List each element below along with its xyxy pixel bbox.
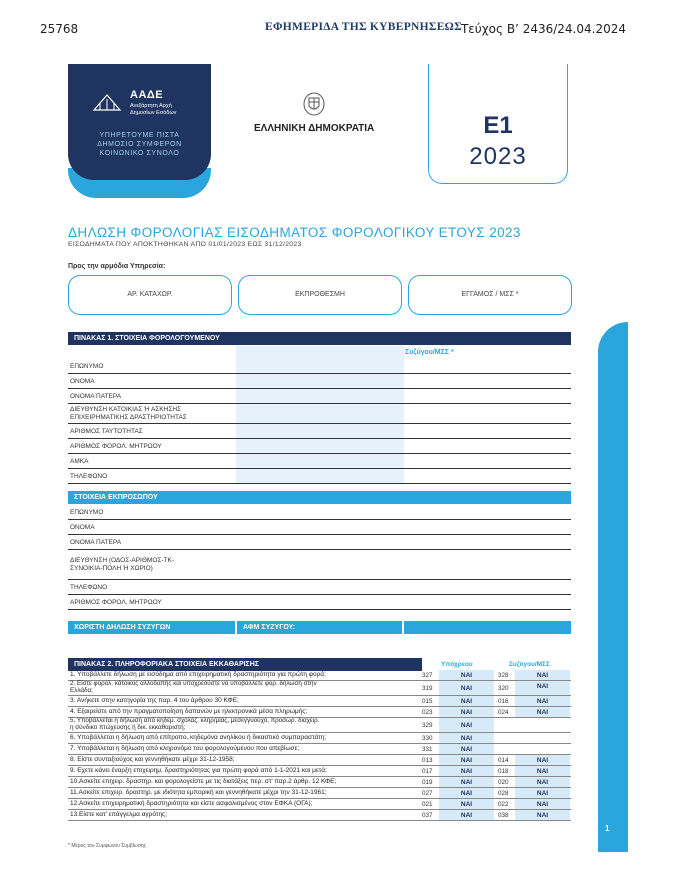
table-row[interactable] [68,424,571,439]
footnote: * Μέρος του Συμφώνου Συμβίωσης [68,843,147,849]
table-row[interactable] [68,766,571,777]
spouse-yes-checkbox[interactable]: ΝΑΙ [515,696,570,706]
taxpayer-yes-checkbox[interactable]: ΝΑΙ [439,755,494,765]
field-code: 016 [498,698,509,705]
row-label-line: 3. Ανήκετε στην κατηγορία της παρ. 4 του άρθρου 30 ΚΦΕ; [70,697,239,704]
side-page-number: 1 [605,824,610,833]
taxpayer-yes-checkbox[interactable]: ΝΑΙ [439,810,494,820]
spouse-yes-checkbox[interactable]: ΝΑΙ [515,777,570,787]
row-label [70,671,326,679]
row-label-line: 2. Είστε φορολ. κάτοικος αλλοδαπής και υποχρεούστε να υποβάλλετε φορ. δήλωση στην [70,680,317,687]
table-row[interactable] [68,359,571,374]
taxpayer-yes-checkbox[interactable]: ΝΑΙ [439,733,494,743]
row-label [70,708,307,716]
field-code: 020 [498,779,509,786]
row-label: ΑΡΙΘΜΟΣ ΤΑΥΤΟΤΗΤΑΣ [70,428,143,435]
aade-slogan-line: ΥΠΗΡΕΤΟΥΜΕ ΠΙΣΤΑ [99,132,180,139]
table-row[interactable] [68,454,571,469]
spouse-yes-checkbox[interactable]: ΝΑΙ [515,755,570,765]
registration-number-box[interactable]: ΑΡ. ΚΑΤΑΧΩΡ. [68,275,232,315]
row-label-line: η σύνδικο πτώχευσης ή δικ. εκκαθαριστή; [70,723,186,731]
row-label [70,800,312,808]
spouse-yes-checkbox[interactable]: ΝΑΙ [515,810,570,820]
table2-col-spouse: Συζύγου/ΜΣΣ [509,661,550,668]
row-label-line: 4. Εξαιρείστε από την πραγματοποίηση δαπανών με ηλεκτρονικά μέσα πληρωμής; [70,708,308,715]
row-label: ΑΡΙΘΜΟΣ ΦΟΡΟΛ. ΜΗΤΡΩΟΥ [70,443,162,450]
field-code: 037 [422,812,433,819]
late-submission-box[interactable]: ΕΚΠΡΟΘΕΣΜΗ [238,275,402,315]
spouse-afm-label: ΑΦΜ ΣΥΖΥΓΟΥ: [237,621,402,634]
field-code: 023 [422,709,433,716]
table-row[interactable] [68,439,571,454]
row-label [70,557,174,572]
field-code: 328 [498,672,509,679]
table2-title: ΠΙΝΑΚΑΣ 2. ΠΛΗΡΟΦΟΡΙΑΚΑ ΣΤΟΙΧΕΙΑ ΕΚΚΑΘΑΡΙΣΗΣ [68,658,422,671]
table-row[interactable] [68,580,571,595]
taxpayer-yes-checkbox[interactable]: ΝΑΙ [439,788,494,798]
to-service-label: Προς την αρμόδια Υπηρεσία: [68,263,166,270]
table-row[interactable] [68,469,571,484]
table-row[interactable] [68,535,571,550]
field-code: 331 [422,746,433,753]
field-code: 019 [422,779,433,786]
row-label: ΤΗΛΕΦΩΝΟ [70,473,108,480]
table-row[interactable] [68,520,571,535]
taxpayer-yes-checkbox[interactable]: ΝΑΙ [439,670,494,680]
field-code: 319 [422,685,433,692]
taxpayer-yes-checkbox[interactable]: ΝΑΙ [439,766,494,776]
taxpayer-yes-checkbox[interactable]: ΝΑΙ [439,799,494,809]
taxpayer-yes-checkbox[interactable]: ΝΑΙ [439,696,494,706]
table-row[interactable] [68,788,571,799]
page-subtitle: ΕΙΣΟΔΗΜΑΤΑ ΠΟΥ ΑΠΟΚΤΗΘΗΚΑΝ ΑΠΟ 01/01/2023 ΕΩΣ 31/12/2023 [68,241,302,248]
taxpayer-yes-checkbox[interactable]: ΝΑΙ [439,777,494,787]
field-code: 014 [498,757,509,764]
row-label: ΤΗΛΕΦΩΝΟ [70,584,108,591]
row-label [70,767,327,775]
row-label-line: 6. Υποβάλλεται η δήλωση από επίτροπο, κηδεμόνα ανηλίκου ή δικαστικό συμπαραστάτη; [70,734,327,741]
side-page-tab [598,322,628,852]
table1-title: ΠΙΝΑΚΑΣ 1. ΣΤΟΙΧΕΙΑ ΦΟΡΟΛΟΓΟΥΜΕΝΟΥ [68,332,571,345]
spouse-yes-checkbox[interactable]: ΝΑΙ [515,707,570,717]
row-label-line: 1. Υποβάλλετε δήλωση με εισόδημα από επιχειρηματική δραστηριότητα για πρώτη φορά; [70,671,326,678]
row-label [70,789,327,797]
table1-col-spouse: Συζύγου/ΜΣΣ * [405,349,454,356]
row-label: ΟΝΟΜΑ ΠΑΤΕΡΑ [70,393,122,400]
row-label [70,745,299,753]
row-label-line: ΕΠΙΧΕΙΡΗΜΑΤΙΚΗΣ ΔΡΑΣΤΗΡΙΟΤΗΤΑΣ [70,413,187,421]
spouse-yes-checkbox[interactable]: ΝΑΙ [515,799,570,809]
spouse-yes-checkbox[interactable]: ΝΑΙ [515,788,570,798]
form-code: E1 [483,112,513,139]
taxpayer-yes-checkbox[interactable]: ΝΑΙ [439,718,494,732]
table-row[interactable] [68,733,571,744]
representative-title: ΣΤΟΙΧΕΙΑ ΕΚΠΡΟΣΩΠΟΥ [68,491,571,504]
table-row[interactable] [68,595,571,610]
row-label: ΟΝΟΜΑ [70,524,95,531]
taxpayer-yes-checkbox[interactable]: ΝΑΙ [439,744,494,754]
row-label-line: 5. Υποβάλλεται η δήλωση από κηδεμ. σχολάζ. κληρ/μίας, μεσεγγυούχο, προσωρ. διαχειρ. [70,717,320,724]
row-label-line: 10.Ασκείτε επιχειρ. δραστηρ. και φορολογείστε με τις διατάξεις περ. στ' παρ.2 άρθρ. 12 ΚΦΕ; [70,778,337,785]
field-code: 024 [498,709,509,716]
row-label [70,681,410,695]
row-label [70,697,239,705]
field-code: 038 [498,812,509,819]
row-label-line: 7. Υποβάλλεται η δήλωση από κληρονόμο του φορολογούμενου που απεβίωσε; [70,745,300,752]
table-row[interactable] [68,374,571,389]
row-label: ΕΠΩΝΥΜΟ [70,509,104,516]
field-code: 017 [422,768,433,775]
field-code: 330 [422,735,433,742]
table-row[interactable] [68,404,571,424]
page-title: ΔΗΛΩΣΗ ΦΟΡΟΛΟΓΙΑΣ ΕΙΣΟΔΗΜΑΤΟΣ ΦΟΡΟΛΟΓΙΚΟΥ ΕΤΟΥΣ 2023 [68,225,521,240]
row-label: ΟΝΟΜΑ ΠΑΤΕΡΑ [70,539,122,546]
table-row[interactable] [68,799,571,810]
table2-col-taxpayer: Υπόχρεου [441,661,473,668]
spouse-yes-checkbox[interactable]: ΝΑΙ [515,766,570,776]
field-code: 028 [498,790,509,797]
table-row[interactable] [68,696,571,707]
row-label-line: ΔΙΕΥΘΥΝΣΗ ΚΑΤΟΙΚΙΑΣ Ή ΑΣΚΗΣΗΣ [70,406,182,413]
aade-slogan-line: ΔΗΜΟΣΙΟ ΣΥΜΦΕΡΟΝ [97,141,182,148]
table-row[interactable] [68,810,571,821]
aade-logo-icon [92,92,122,112]
aade-slogan-line: ΚΟΙΝΩΝΙΚΟ ΣΥΝΟΛΟ [99,150,180,157]
table-row[interactable] [68,744,571,755]
row-label [70,734,326,742]
spouse-yes-checkbox[interactable]: ΝΑΙ [515,681,570,695]
row-label [70,756,235,764]
table-row[interactable] [68,681,571,696]
issue-number: Τεύχος Β’ 2436/24.04.2024 [460,22,626,36]
field-code: 021 [422,801,433,808]
aade-badge [68,64,211,180]
row-label: ΕΠΩΝΥΜΟ [70,363,104,370]
row-label [70,811,167,819]
form-year: 2023 [469,143,527,170]
row-label-line: ΔΙΕΥΘΥΝΣΗ (ΟΔΟΣ-ΑΡΙΘΜΟΣ-ΤΚ- [70,557,175,564]
field-code: 327 [422,672,433,679]
field-code: 320 [498,685,509,692]
aade-slogan [68,131,211,158]
aade-subtitle: Ανεξάρτητη Αρχή Δημοσίων Εσόδων [130,103,177,116]
row-label-line: 12.Ασκείτε επιχειρηματική δραστηριότητα και είστε ασφαλισμένος στον ΕΦΚΑ (ΟΓΑ); [70,800,313,807]
page-number: 25768 [40,22,79,36]
row-label-line: ΣΥΝΟΙΚΙΑ-ΠΟΛΗ Ή ΧΩΡΙΟ) [70,564,153,572]
field-code: 027 [422,790,433,797]
field-code: 013 [422,757,433,764]
greek-emblem-icon [303,92,325,116]
married-box[interactable]: ΕΓΓΑΜΟΣ / ΜΣΣ * [408,275,572,315]
row-label [70,406,187,421]
taxpayer-yes-checkbox[interactable]: ΝΑΙ [439,707,494,717]
row-label-line: Ελλάδα; [70,686,93,694]
row-label-line: 9. Εχετε κάνει έναρξη επιχειρημ. δραστηριότητας για πρώτη φορά από 1-1-2021 και μετά; [70,767,327,774]
table-row[interactable] [68,718,571,733]
spouse-afm-field[interactable] [404,621,571,634]
row-label [70,718,410,732]
row-label-line: 11.Ασκείτε επιχειρ. δραστηρ. με ιδιότητα εμπορική και γεννηθήκατε μέχρι την 31-12-1961; [70,789,327,796]
row-label: ΑΜΚΑ [70,458,89,465]
taxpayer-yes-checkbox[interactable]: ΝΑΙ [439,681,494,695]
row-label: ΑΡΙΘΜΟΣ ΦΟΡΟΛ. ΜΗΤΡΩΟΥ [70,599,162,606]
field-code: 329 [422,722,433,729]
table-row[interactable] [68,389,571,404]
row-label [70,778,336,786]
row-label: ΟΝΟΜΑ [70,378,95,385]
separate-declaration-label: ΧΩΡΙΣΤΗ ΔΗΛΩΣΗ ΣΥΖΥΓΩΝ [68,621,235,634]
field-code: 018 [498,768,509,775]
table-row[interactable] [68,550,571,580]
field-code: 022 [498,801,509,808]
republic-label: ΕΛΛΗΝΙΚΗ ΔΗΜΟΚΡΑΤΙΑ [254,123,375,134]
spouse-yes-checkbox[interactable]: ΝΑΙ [515,670,570,680]
row-label-line: 13.Είστε κατ' επάγγελμα αγρότης; [70,811,167,818]
aade-name: ΑΑΔΕ [130,89,164,101]
field-code: 015 [422,698,433,705]
gazette-title: ΕΦΗΜΕΡΙΔΑ ΤΗΣ ΚΥΒΕΡΝΗΣΕΩΣ [265,21,463,33]
table-row[interactable] [68,755,571,766]
table-row[interactable] [68,505,571,520]
row-label-line: 8. Είστε συνταξιούχος και γεννηθήκατε μέχρι 31-12-1958; [70,756,235,763]
table-row[interactable] [68,777,571,788]
table1-col-shade [236,346,404,359]
